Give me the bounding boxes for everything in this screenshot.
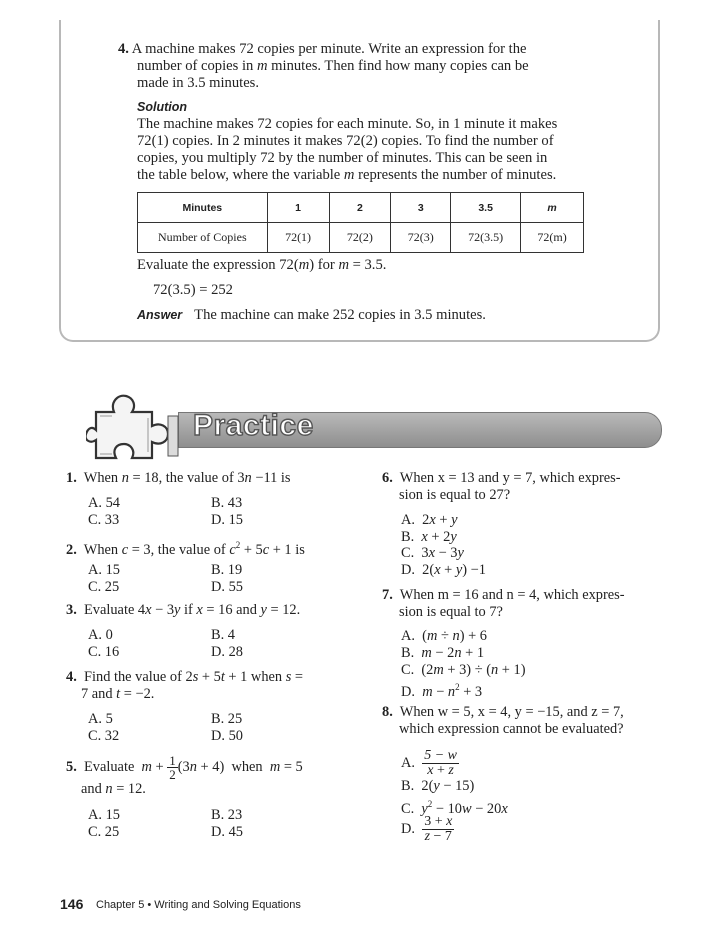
answer-line — [137, 306, 486, 324]
choice-1a: A. 54 — [88, 495, 120, 511]
table-header-cell: m — [521, 193, 584, 223]
choice-8d: D. $\frac{3 + x}{z - 7}$ — [401, 814, 453, 844]
choice-3d: D. 28 — [211, 644, 243, 660]
problem-6: 6. When x = 13 and y = 7, which expres- sion is equal to 27? — [382, 470, 621, 503]
choice-1d: D. 15 — [211, 512, 243, 528]
choice-7b: B. m − 2n + 1 — [401, 645, 485, 661]
choice-4a: A. 5 — [88, 711, 113, 727]
choice-3c: C. 16 — [88, 644, 120, 660]
page-number: 146 — [60, 896, 84, 912]
solution-line-3: copies, you multiply 72 by the number of minutes. This can be seen in — [137, 150, 548, 166]
choice-7d: D. $m - n^2 + 3$ — [401, 682, 483, 700]
choice-5d: D. 45 — [211, 824, 243, 840]
choice-5a: A. 15 — [88, 807, 120, 823]
problem-5: 5. Evaluate m + $\frac{1}{2}$ (3n + 4) when m = 5 and n = 12. — [66, 753, 303, 797]
choice-7a: A. (m ÷ n) + 6 — [401, 628, 487, 644]
choice-1b: B. 43 — [211, 495, 243, 511]
choice-4d: D. 50 — [211, 728, 243, 744]
problem-2: 2. When c = 3, the value of $c^2 + 5c + 1$ is — [66, 540, 305, 558]
table-row — [138, 223, 584, 253]
problem-7: 7. When m = 16 and n = 4, which expres- sion is equal to 7? — [382, 587, 625, 620]
choice-2b: B. 19 — [211, 562, 243, 578]
choice-2a: A. 15 — [88, 562, 120, 578]
table-cell: 72(3) — [391, 223, 451, 253]
table-cell: 72(3.5) — [451, 223, 521, 253]
choice-8c: C. $y^2 - 10w - 20x$ — [401, 799, 508, 817]
example-question: 4. A machine makes 72 copies per minute. Write an expression for the — [118, 41, 527, 57]
solution-line-1: The machine makes 72 copies for each minute. So, in 1 minute it makes — [137, 116, 558, 132]
table-cell: 72(2) — [329, 223, 391, 253]
solution-line-4: the table below, where the variable m represents the number of minutes. — [137, 167, 557, 183]
problem-4: 4. Find the value of 2s + 5t + 1 when s = 7 and t = −2. — [66, 669, 304, 702]
choice-6a: A. 2x + y — [401, 512, 458, 528]
problem-3: 3. Evaluate 4x − 3y if x = 16 and y = 12. — [66, 602, 301, 618]
chapter-footer: Chapter 5 • Writing and Solving Equations — [96, 899, 301, 911]
example-question-line2: number of copies in m minutes. Then find how many copies can be — [137, 58, 529, 74]
choice-1c: C. 33 — [88, 512, 120, 528]
table-header-row — [138, 193, 584, 223]
choice-4c: C. 32 — [88, 728, 120, 744]
choice-6b: B. x + 2y — [401, 529, 457, 545]
example-number: 4. — [118, 41, 129, 57]
answer-label: Answer — [137, 308, 183, 322]
choice-6d: D. 2(x + y) −1 — [401, 562, 486, 578]
choice-8a: A. $\frac{5 - w}{x + z}$ — [401, 748, 457, 778]
choice-3b: B. 4 — [211, 627, 235, 643]
table-header-cell: 2 — [329, 193, 391, 223]
choice-4b: B. 25 — [211, 711, 243, 727]
example-question-line3: made in 3.5 minutes. — [137, 75, 260, 91]
evaluate-line: Evaluate the expression 72(m) for m = 3.5. — [137, 257, 387, 273]
puzzle-piece-icon — [86, 388, 186, 466]
evaluate-result: 72(3.5) = 252 — [153, 282, 233, 298]
choice-2c: C. 25 — [88, 579, 120, 595]
solution-line-2: 72(1) copies. In 2 minutes it makes 72(2) copies. To find the number of — [137, 133, 554, 149]
table-header-cell: 1 — [267, 193, 329, 223]
choice-2d: D. 55 — [211, 579, 243, 595]
practice-title: Practice — [193, 409, 314, 442]
choice-3a: A. 0 — [88, 627, 113, 643]
copies-table — [137, 192, 584, 253]
choice-5c: C. 25 — [88, 824, 120, 840]
choice-6c: C. 3x − 3y — [401, 545, 464, 561]
solution-label: Solution — [137, 100, 187, 114]
problem-1: 1. When n = 18, the value of 3n −11 is — [66, 470, 291, 486]
choice-8b: B. 2(y − 15) — [401, 778, 475, 794]
problem-8: 8. When w = 5, x = 4, y = −15, and z = 7, which expression cannot be evaluated? — [382, 704, 624, 737]
table-cell: 72(1) — [267, 223, 329, 253]
table-header-cell: 3 — [391, 193, 451, 223]
answer-text: The machine can make 252 copies in 3.5 minutes. — [194, 307, 486, 323]
table-cell: 72(m) — [521, 223, 584, 253]
choice-7c: C. (2m + 3) ÷ (n + 1) — [401, 662, 526, 678]
table-header-cell: Minutes — [138, 193, 268, 223]
table-header-cell: 3.5 — [451, 193, 521, 223]
choice-5b: B. 23 — [211, 807, 243, 823]
table-cell: Number of Copies — [138, 223, 268, 253]
